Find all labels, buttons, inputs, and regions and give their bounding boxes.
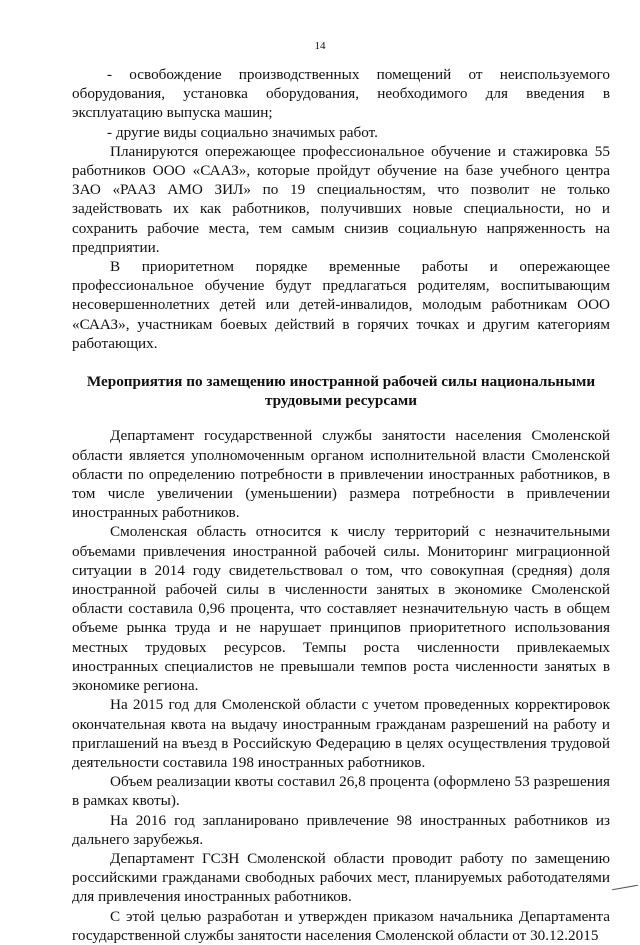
page-number: 14 <box>314 40 326 52</box>
paragraph-region-overview: Смоленская область относится к числу территорий с незначительными объемами привлечения иностранной рабочей силы. Мониторинг миграционной ситуации в 2014 году свидетельствовал о том, что совокупная (средняя) доля иностранной рабочей силы в численности занятых в экономике Смоленской области составила 0,96 процента, что составляет незначительную часть в общем объеме рынка труда и не нарушает принципов приоритетного использования местных трудовых ресурсов. Темпы роста численности привлекаемых иностранных специалистов не превышали темпов роста численности занятых в экономике региона. <box>72 523 610 695</box>
list-item-equipment: - освобождение производственных помещений от неиспользуемого оборудования, установка оборудования, необходимого для введения в эксплуатацию выпуска машин; <box>72 66 610 122</box>
list-item-other-works: - другие виды социально значимых работ. <box>107 123 378 141</box>
paragraph-plan-2016: На 2016 год запланировано привлечение 98 иностранных работников из дальнего зарубежья. <box>72 811 610 848</box>
paragraph-priority: В приоритетном порядке временные работы и опережающее профессиональное обучение будут предлагаться родителям, воспитывающим несовершеннолетних детей или детей-инвалидов, молодым работникам ООО «СААЗ», участникам боевых действий в горячих точках и другим категориям работающих. <box>72 258 610 352</box>
paragraph-training-plan: Планируются опережающее профессиональное обучение и стажировка 55 работников ООО «СААЗ», которые пройдут обучение на базе учебного центра ЗАО «РААЗ АМО ЗИЛ» по 19 специальностям, что позволит не только задействовать их как работников, получивших новые специальности, но и сохранить рабочие места, тем самым снизив социальную напряженность на предприятии. <box>72 142 610 256</box>
paragraph-department-role: Департамент государственной службы занятости населения Смоленской области является уполномоченным органом исполнительной власти Смоленской области по определению потребности в привлечении иностранных работников, в том числе увеличении (уменьшении) размера потребности в привлечении иностранных работников. <box>72 427 610 522</box>
paragraph-quota-usage: Объем реализации квоты составил 26,8 процента (оформлено 53 разрешения в рамках квоты). <box>72 773 610 810</box>
section-title: Мероприятия по замещению иностранной рабочей силы национальными трудовыми ресурсами <box>86 373 596 410</box>
document-body <box>72 65 610 945</box>
scan-corner-mark <box>612 885 638 890</box>
paragraph-replacement-work: Департамент ГСЗН Смоленской области проводит работу по замещению российскими гражданами свободных рабочих мест, планируемых работодателями для привлечения иностранных работников. <box>72 849 610 906</box>
paragraph-quota-2015: На 2015 год для Смоленской области с учетом проведенных корректировок окончательная квота на выдачу иностранным гражданам разрешений на работу и приглашений на въезд в Российскую Федерацию в целях осуществления трудовой деятельности составила 198 иностранных работников. <box>72 696 610 771</box>
paragraph-order: С этой целью разработан и утвержден приказом начальника Департамента государственной службы занятости населения Смоленской области от 30.12.2015 <box>72 907 610 944</box>
